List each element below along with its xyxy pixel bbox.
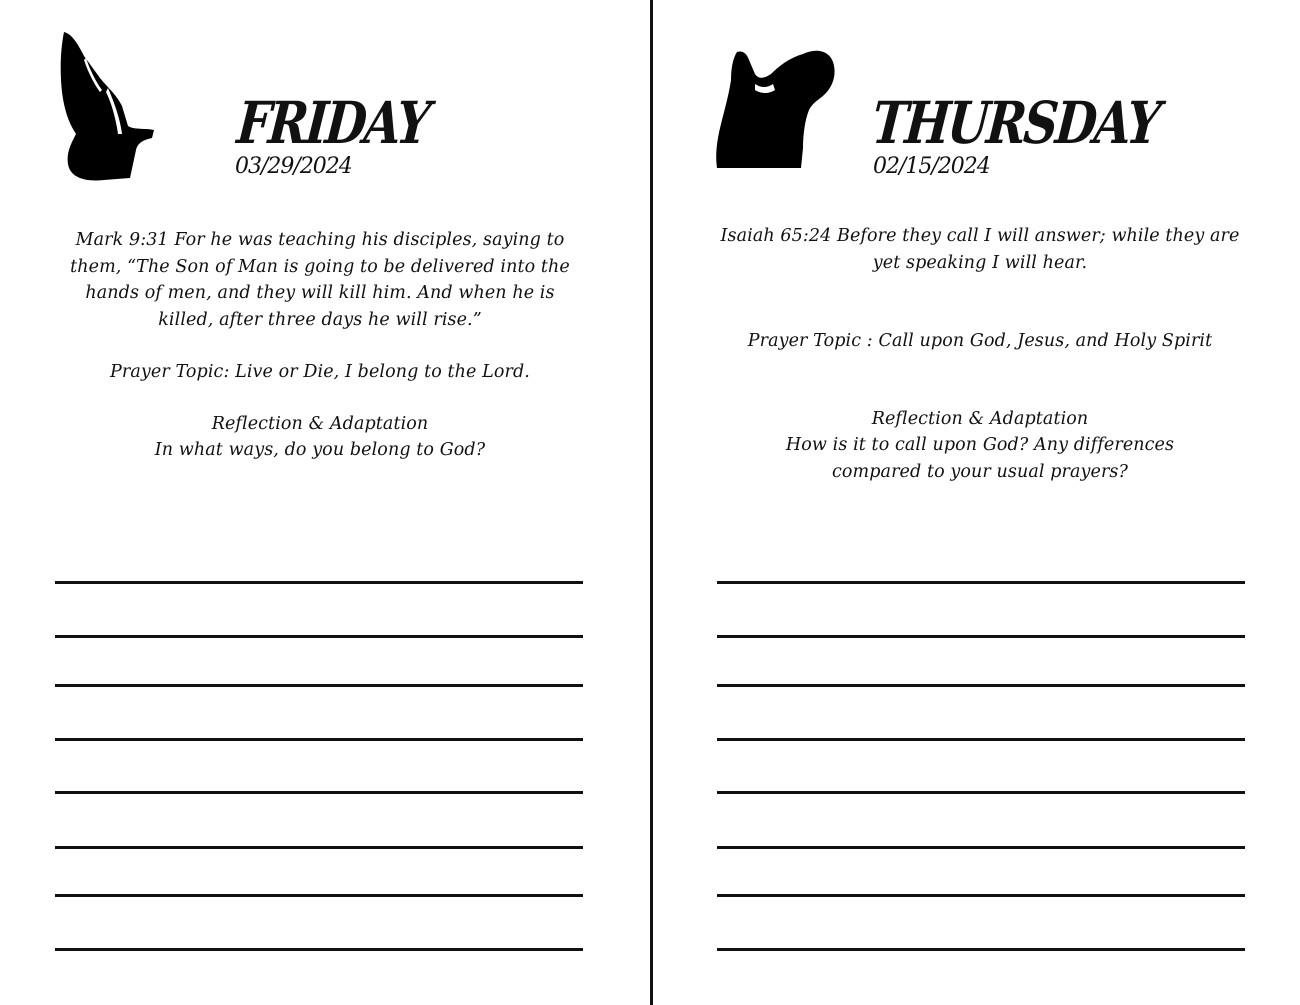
day-title: THURSDAY (869, 89, 1162, 157)
reflection-question: How is it to call upon God? Any differences compared to your usual prayers? (785, 435, 1175, 482)
writing-line[interactable] (717, 738, 1245, 741)
entry-date: 03/29/2024 (235, 154, 352, 179)
writing-line[interactable] (717, 635, 1245, 638)
writing-line[interactable] (717, 581, 1245, 584)
day-title: FRIDAY (234, 89, 431, 157)
scripture-text: Mark 9:31 For he was teaching his disciples, saying to them, “The Son of Man is going to be delivered into the hands of men, and they will kill him. And when he is killed, after three days he will rise.” (70, 230, 570, 330)
writing-line[interactable] (55, 948, 583, 951)
writing-line[interactable] (717, 948, 1245, 951)
writing-line[interactable] (717, 684, 1245, 687)
reflection-heading: Reflection & Adaptation (871, 409, 1089, 429)
writing-line[interactable] (717, 846, 1245, 849)
scripture-passage (715, 223, 1245, 276)
writing-line[interactable] (55, 635, 583, 638)
writing-line[interactable] (717, 791, 1245, 794)
journal-page-thursday (653, 0, 1300, 1005)
praying-person-icon (715, 44, 837, 170)
prayer-topic: Prayer Topic : Call upon God, Jesus, and Holy Spirit (747, 331, 1213, 351)
writing-line[interactable] (55, 684, 583, 687)
praying-hands-icon (56, 30, 160, 182)
reflection-question: In what ways, do you belong to God? (154, 440, 486, 460)
writing-line[interactable] (55, 894, 583, 897)
prayer-topic: Prayer Topic: Live or Die, I belong to the Lord. (110, 362, 530, 382)
writing-line[interactable] (55, 738, 583, 741)
writing-line[interactable] (55, 791, 583, 794)
scripture-text: Isaiah 65:24 Before they call I will answer; while they are yet speaking I will hear. (720, 226, 1240, 273)
entry-date: 02/15/2024 (873, 154, 990, 179)
writing-line[interactable] (55, 846, 583, 849)
scripture-passage (62, 227, 578, 333)
writing-line[interactable] (55, 581, 583, 584)
reflection-heading: Reflection & Adaptation (211, 414, 429, 434)
writing-line[interactable] (717, 894, 1245, 897)
